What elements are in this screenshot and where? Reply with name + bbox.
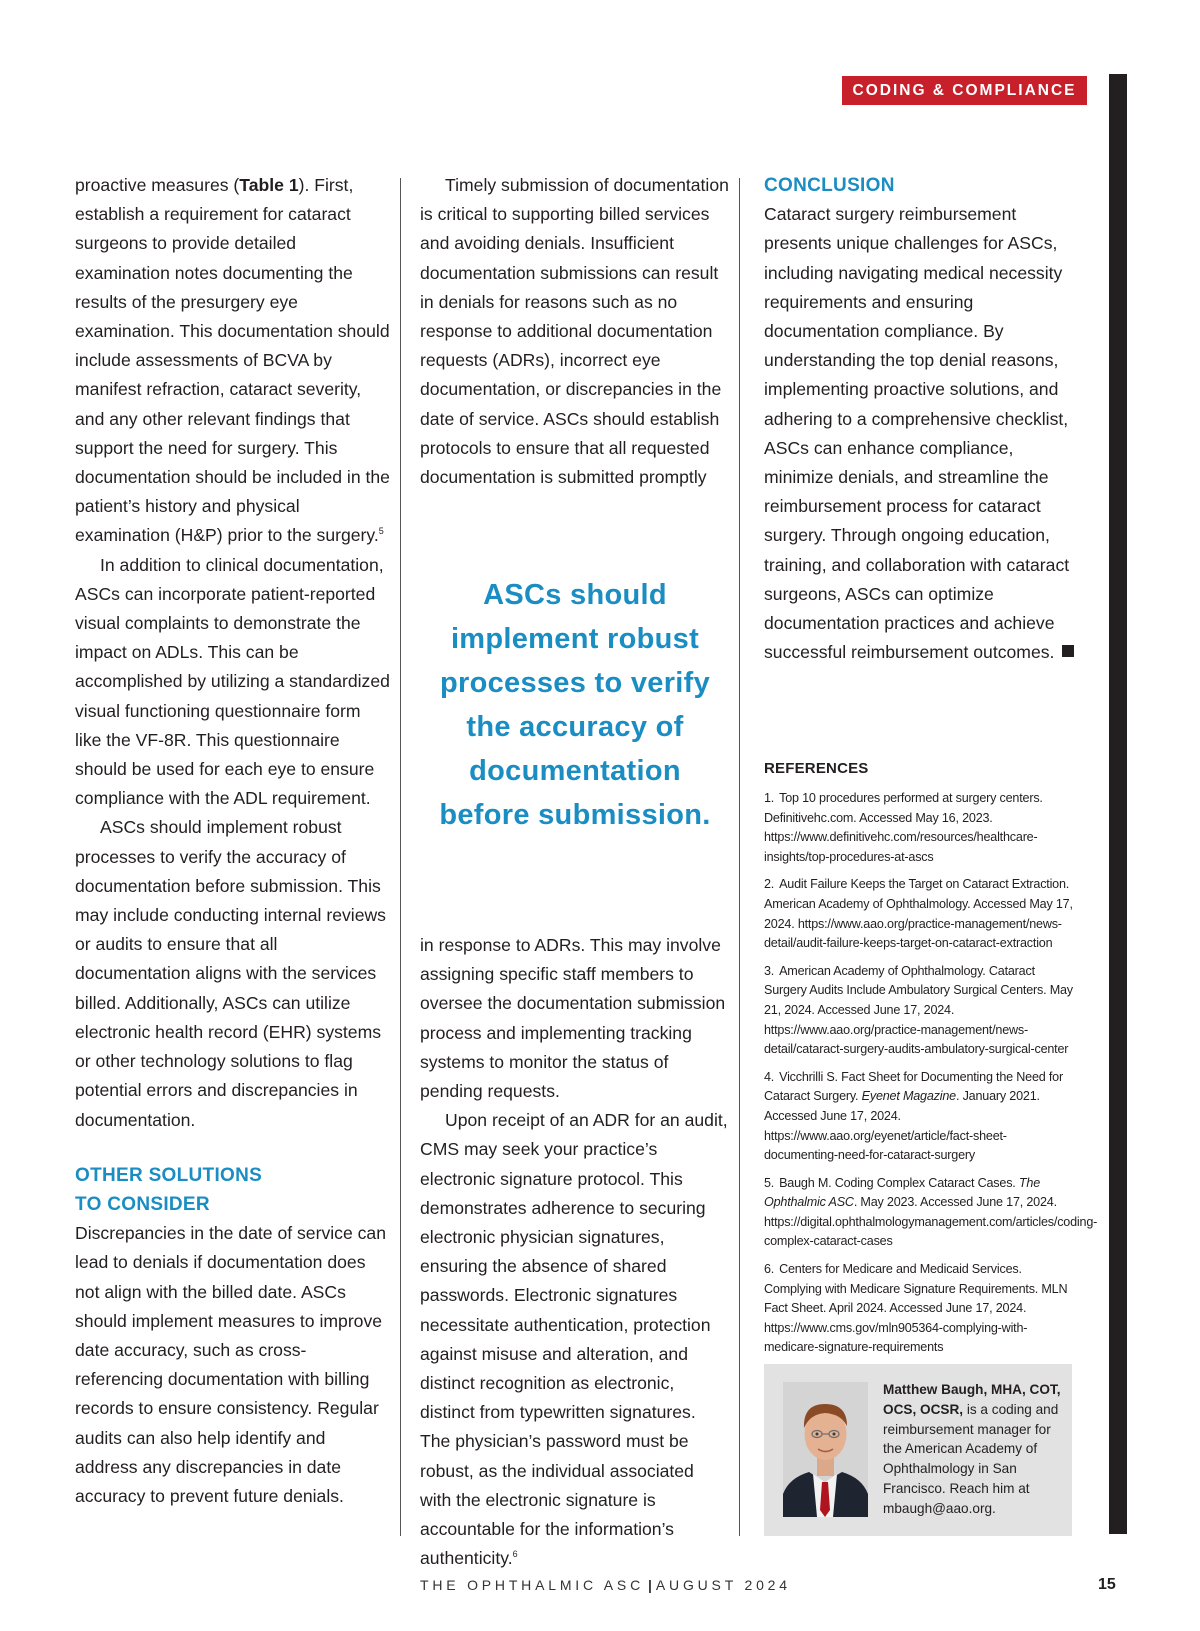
reference-number: 6. [764, 1262, 775, 1277]
end-mark-icon [1062, 645, 1074, 657]
paragraph [420, 1106, 730, 1573]
section-heading [75, 1161, 390, 1219]
text-run: ). First, establish a requirement for cataract surgeons to provide detailed examination notes documenting the results of the presurgery eye examination. This documentation should include assessments of BCVA by manifest refraction, cataract severity, and any other relevant findings that support the need for surgery. This documentation should be included in the patient’s history and physical examination (H&P) prior to the surgery. [75, 175, 390, 546]
author-name: Matthew Baugh, MHA, COT, OCS, OCSR, [883, 1382, 1061, 1417]
reference-text: Baugh M. Coding Complex Cataract Cases. [779, 1175, 1019, 1190]
citation-superscript: 5 [378, 526, 384, 537]
column-divider [739, 178, 740, 1536]
footer [420, 1577, 820, 1593]
pull-quote: ASCs should implement robust processes to verify the accuracy of documentation before submission. [439, 579, 711, 831]
reference-item [764, 1068, 1079, 1166]
reference-text: Vicchrilli S. Fact Sheet for Documenting the Need for Cataract Surgery. [764, 1069, 1063, 1104]
reference-number: 3. [764, 963, 775, 978]
footer-separator: | [647, 1577, 652, 1593]
text-run: Upon receipt of an ADR for an audit, CMS may seek your practice’s electronic signature protocol. This demonstrates adherence to securing electronic physician signatures, ensuring the absence of shared passwords. Electronic signatures necessitate authentication, protection against misuse and alteration, and distinct recognition as electronic, distinct from typewritten signatures. The physician’s password must be robust, as the individual associated with the electronic signature is accountable for the information’s authenticity. [420, 1110, 728, 1569]
reference-text: . January 2021. Accessed June 17, 2024. https://www.aao.org/eyenet/article/fact-sheet-documenting-need-for-cataract-surgery [764, 1089, 1040, 1163]
column-2-bottom [420, 931, 730, 1573]
heading-line: OTHER SOLUTIONS [75, 1164, 263, 1186]
heading-line: TO CONSIDER [75, 1193, 210, 1215]
references-title: REFERENCES [764, 760, 869, 777]
paragraph: Timely submission of documentation is critical to supporting billed services and avoiding denials. Insufficient documentation submissions can result in denials for reasons such as no response to additional documentation requests (ADRs), incorrect eye documentation, or discrepancies in the date of service. ASCs should establish protocols to ensure that all requested documentation is submitted promptly [420, 175, 729, 488]
reference-item [764, 1260, 1079, 1358]
reference-text: Centers for Medicare and Medicaid Services. Complying with Medicare Signature Requirements. MLN Fact Sheet. April 2024. Accessed June 17, 2024. https://www.cms.gov/mln905364-complying-with-medicare-signature-requirements [764, 1262, 1068, 1355]
paragraph: In addition to clinical documentation, ASCs can incorporate patient-reported visual complaints to demonstrate the impact on ADLs. This can be accomplished by utilizing a standardized visual functioning questionnaire form like the VF-8R. This questionnaire should be used for each eye to ensure compliance with the ADL requirement. [75, 554, 390, 809]
paragraph [75, 171, 390, 551]
reference-item [764, 875, 1079, 953]
section-tag: CODING & COMPLIANCE [842, 76, 1087, 105]
table-reference: Table 1 [239, 175, 299, 195]
conclusion-heading: CONCLUSION [764, 175, 895, 196]
author-photo [783, 1382, 868, 1517]
reference-number: 1. [764, 791, 775, 805]
citation-superscript: 6 [512, 1549, 518, 1560]
page-number: 15 [1098, 1576, 1116, 1593]
paragraph: ASCs should implement robust processes to verify the accuracy of documentation before submission. This may include conducting internal reviews or audits to ensure that all documentation aligns with the services billed. Additionally, ASCs can utilize electronic health record (EHR) systems or other technology solutions to flag potential errors and discrepancies in documentation. [75, 817, 386, 1130]
right-edge-bar [1109, 74, 1127, 1534]
reference-source: Eyenet Magazine [861, 1089, 956, 1104]
issue-date: AUGUST 2024 [655, 1577, 791, 1593]
text-run: proactive measures ( [75, 175, 240, 195]
paragraph [764, 200, 1079, 667]
paragraph: in response to ADRs. This may involve assigning specific staff members to oversee the documentation submission process and implementing tracking systems to monitor the status of pending requests. [420, 935, 726, 1102]
column-1 [75, 171, 390, 1511]
reference-item [764, 962, 1079, 1060]
author-portrait-icon [783, 1382, 868, 1517]
reference-number: 2. [764, 877, 775, 892]
reference-text: Top 10 procedures performed at surgery centers. Definitivehc.com. Accessed May 16, 2023. https://www.definitivehc.com/resources/healthcare-insights/top-procedures-at-ascs [764, 791, 1043, 864]
reference-text: Audit Failure Keeps the Target on Cataract Extraction. American Academy of Ophthalmology. Accessed May 17, 2024. https://www.aao.org/practice-management/news-detail/audit-failure-keeps-target-on-cataract-extraction [764, 877, 1073, 951]
author-bio-box [764, 1364, 1072, 1536]
column-divider [400, 178, 401, 1536]
column-2-top [420, 171, 730, 492]
reference-item [764, 789, 1079, 867]
text-run: Cataract surgery reimbursement presents unique challenges for ASCs, including navigating medical necessity requirements and ensuring documentation compliance. By understanding the top denial reasons, implementing proactive solutions, and adhering to a comprehensive checklist, ASCs can enhance compliance, minimize denials, and streamline the reimbursement process for cataract surgery. Through ongoing education, training, and collaboration with cataract surgeons, ASCs can optimize documentation practices and achieve successful reimbursement outcomes. [764, 204, 1070, 663]
publication-name: THE OPHTHALMIC ASC [420, 1577, 644, 1593]
reference-source: The Ophthalmic ASC [764, 1175, 1041, 1210]
column-3 [764, 171, 1079, 667]
reference-number: 5. [764, 1175, 775, 1190]
reference-item [764, 1174, 1098, 1252]
reference-text: American Academy of Ophthalmology. Cataract Surgery Audits Include Ambulatory Surgical Centers. May 21, 2024. Accessed June 17, 2024. https://www.aao.org/practice-management/news-detail/cataract-surgery-audits-ambulatory-surgical-center [764, 963, 1073, 1057]
reference-number: 4. [764, 1069, 775, 1084]
reference-text: . May 2023. Accessed June 17, 2024. https://digital.ophthalmologymanagement.com/articles/coding-complex-cataract-cases [764, 1195, 1098, 1249]
author-description: is a coding and reimbursement manager for the American Academy of Ophthalmology in San Francisco. Reach him at mbaugh@aao.org. [883, 1401, 1059, 1516]
paragraph: Discrepancies in the date of service can lead to denials if documentation does not align with the billed date. ASCs should implement measures to improve date accuracy, such as cross-referencing documentation with billing records to ensure consistency. Regular audits can also help identify and address any discrepancies in date accuracy to prevent future denials. [75, 1223, 386, 1506]
author-bio [883, 1380, 1063, 1519]
references [764, 760, 1098, 1366]
